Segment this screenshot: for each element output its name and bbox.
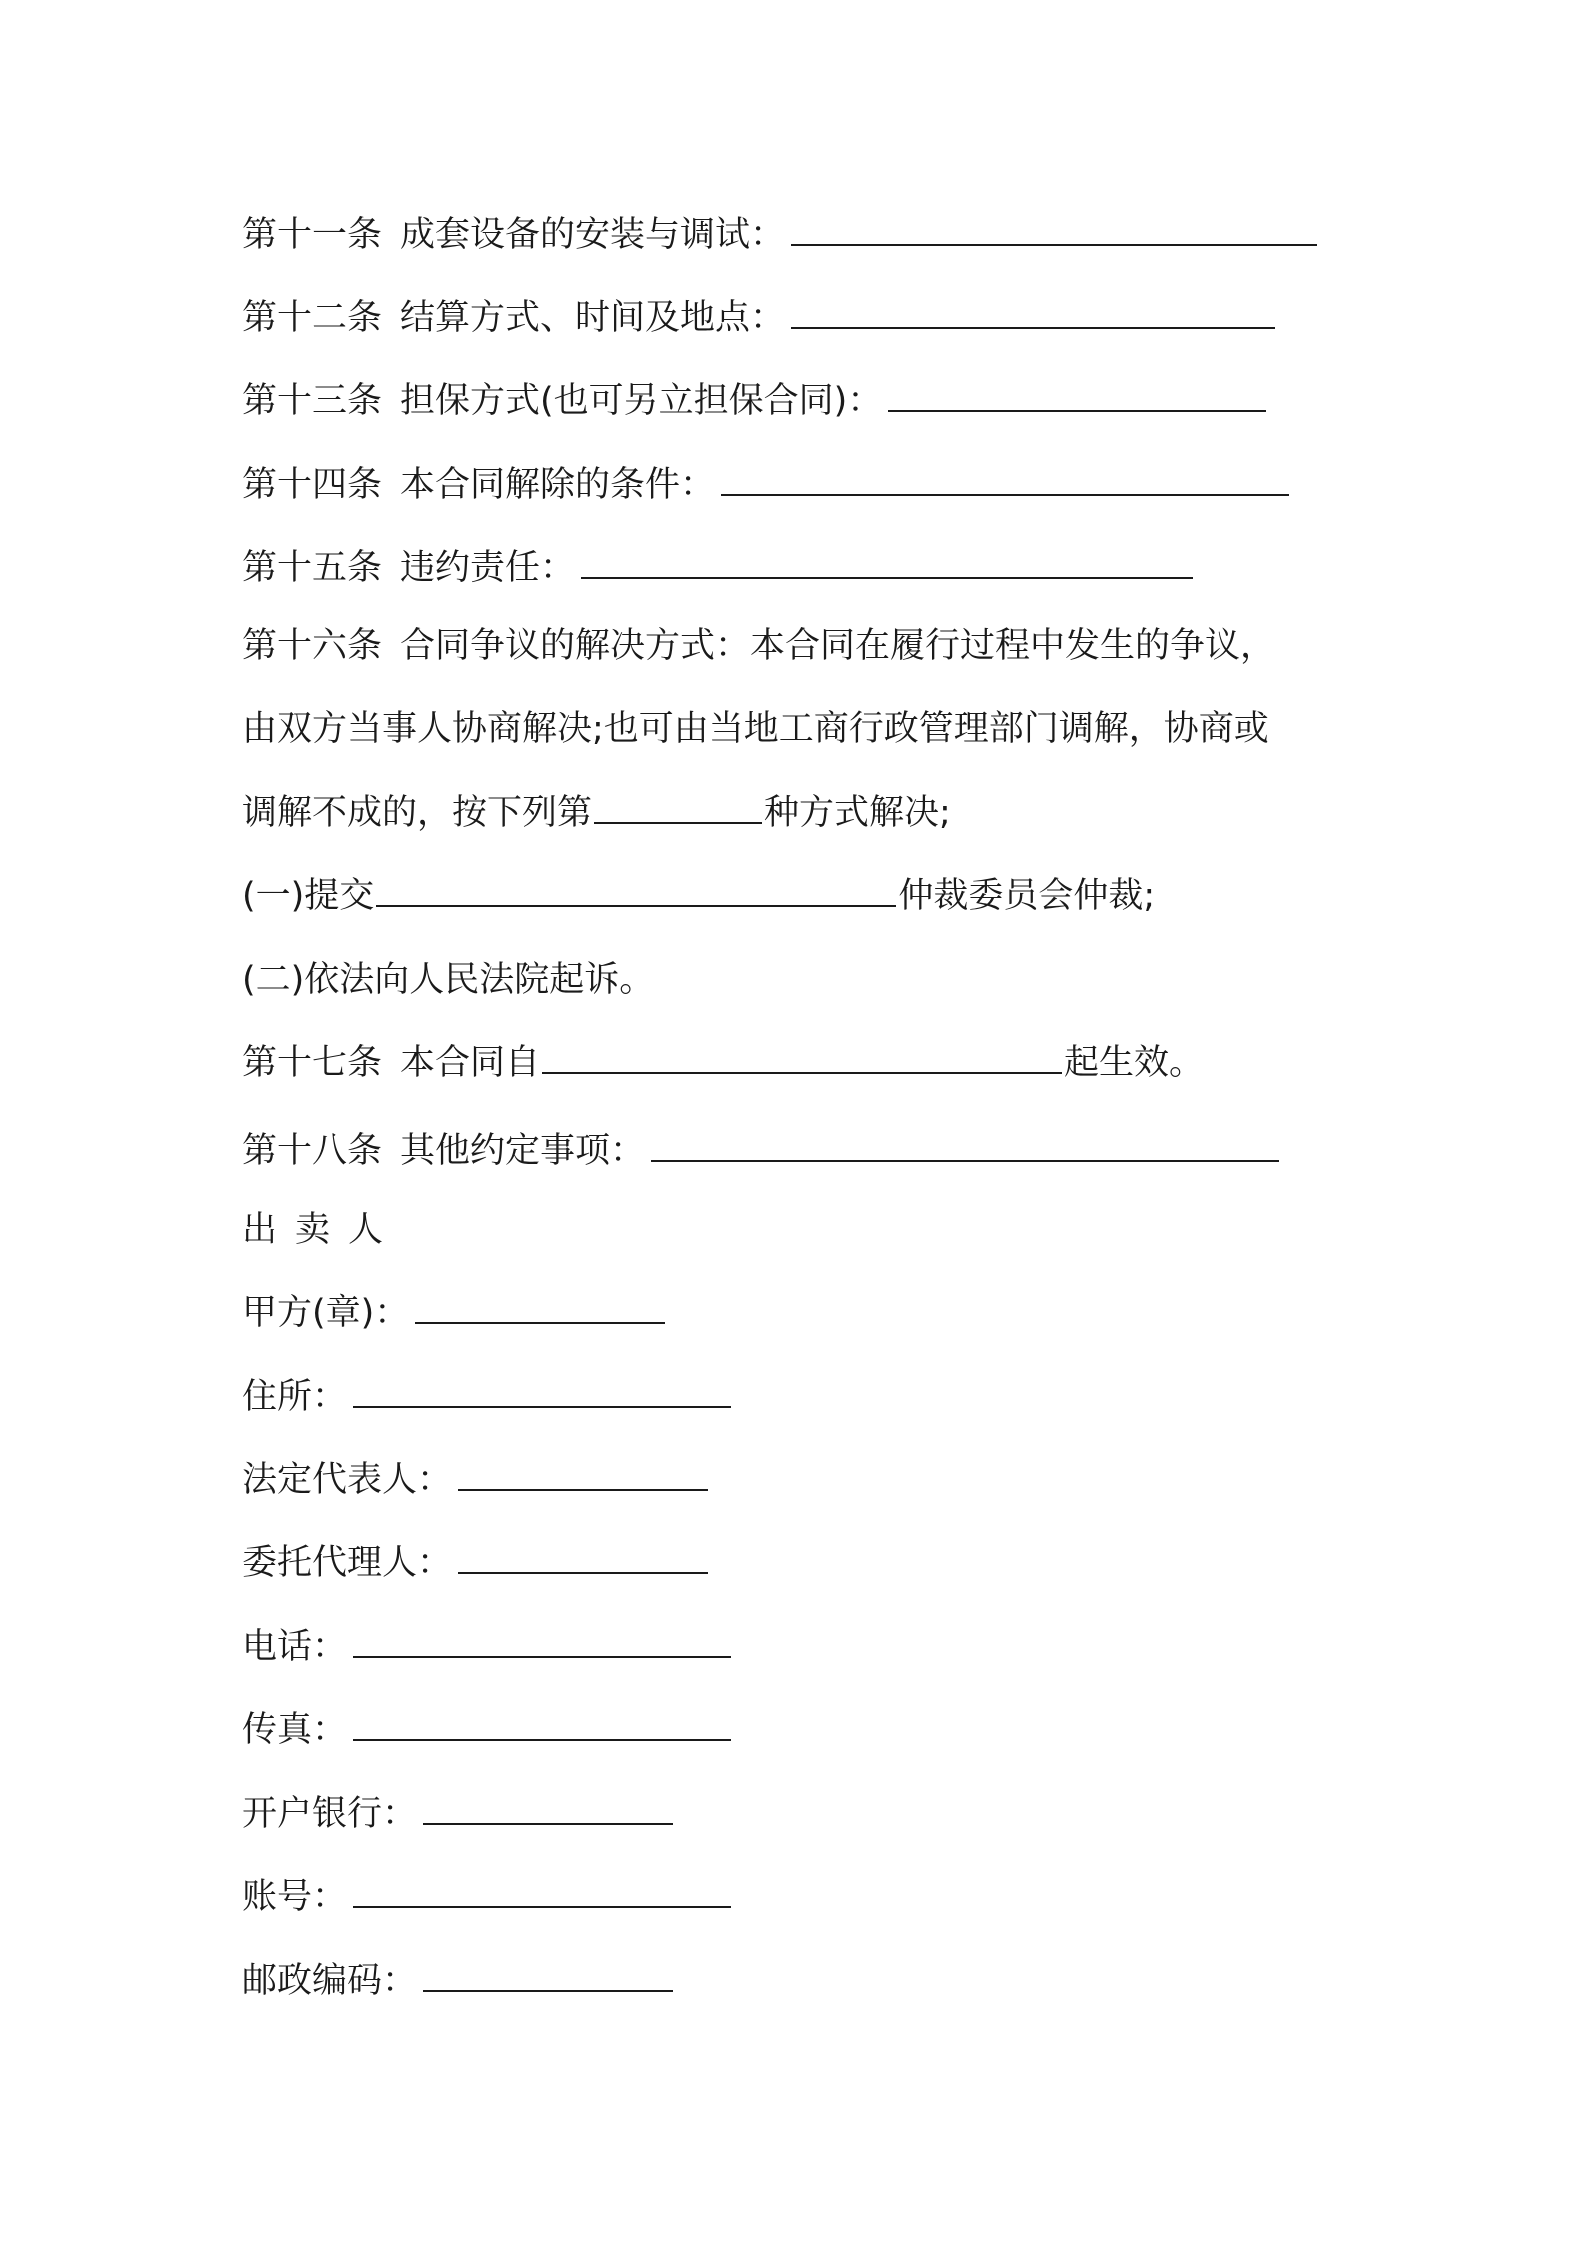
field-legal-representative xyxy=(242,1456,1382,1504)
article-15-line xyxy=(242,544,1382,592)
article-number: 第十一条 xyxy=(242,215,383,255)
article-17-line xyxy=(242,1039,1382,1087)
article-11-line xyxy=(242,211,1382,259)
article-number: 第十五条 xyxy=(242,548,383,588)
field-party-a-seal xyxy=(242,1289,1382,1337)
fill-in-blank[interactable] xyxy=(423,1960,673,1992)
option-court-line xyxy=(242,956,1382,1004)
field-fax xyxy=(242,1706,1382,1754)
article-text: 成套设备的安装与调试： xyxy=(400,215,786,255)
fill-in-blank[interactable] xyxy=(353,1709,731,1741)
article-number: 第十六条 xyxy=(242,626,383,666)
fill-in-blank[interactable] xyxy=(376,875,896,907)
field-label: 委托代理人： xyxy=(242,1543,453,1583)
article-text: 本合同解除的条件： xyxy=(400,465,716,505)
article-number: 第十二条 xyxy=(242,298,383,338)
field-label: 住所： xyxy=(242,1377,348,1417)
fill-in-blank[interactable] xyxy=(415,1292,665,1324)
field-label: 传真： xyxy=(242,1710,348,1750)
field-label: 法定代表人： xyxy=(242,1460,453,1500)
field-label: 甲方(章)： xyxy=(242,1293,410,1333)
article-12-line xyxy=(242,294,1382,342)
article-text: 由双方当事人协商解决;也可由当地工商行政管理部门调解，协商或 xyxy=(242,709,1269,749)
field-authorized-agent xyxy=(242,1539,1382,1587)
option-text: (二)依法向人民法院起诉。 xyxy=(242,960,655,1000)
fill-in-blank[interactable] xyxy=(581,547,1193,579)
fill-in-blank[interactable] xyxy=(353,1376,731,1408)
article-16-continuation xyxy=(242,705,1382,753)
article-18-line xyxy=(242,1127,1382,1175)
fill-in-blank[interactable] xyxy=(353,1626,731,1658)
field-label: 电话： xyxy=(242,1627,348,1667)
option-text-before: (一)提交 xyxy=(242,876,375,916)
article-text: 其他约定事项： xyxy=(400,1131,646,1171)
fill-in-blank[interactable] xyxy=(353,1876,731,1908)
field-address xyxy=(242,1373,1382,1421)
article-14-line xyxy=(242,461,1382,509)
fill-in-blank[interactable] xyxy=(791,214,1317,246)
field-account-number xyxy=(242,1873,1382,1921)
fill-in-blank[interactable] xyxy=(721,464,1289,496)
article-text-after: 起生效。 xyxy=(1064,1043,1205,1083)
party-heading: 出卖人 xyxy=(242,1210,402,1250)
article-text-before: 本合同自 xyxy=(400,1043,541,1083)
fill-in-blank[interactable] xyxy=(651,1130,1279,1162)
article-13-line xyxy=(242,377,1382,425)
fill-in-blank[interactable] xyxy=(458,1459,708,1491)
fill-in-blank[interactable] xyxy=(423,1793,673,1825)
article-text-after: 种方式解决; xyxy=(764,793,951,833)
article-16-choice-line xyxy=(242,789,1382,837)
article-text: 违约责任： xyxy=(400,548,576,588)
article-number: 第十七条 xyxy=(242,1043,383,1083)
fill-in-blank[interactable] xyxy=(542,1042,1062,1074)
fill-in-blank[interactable] xyxy=(594,792,762,824)
field-label: 账号： xyxy=(242,1877,348,1917)
article-number: 第十四条 xyxy=(242,465,383,505)
field-label: 开户银行： xyxy=(242,1794,418,1834)
fill-in-blank[interactable] xyxy=(791,297,1275,329)
article-text: 担保方式(也可另立担保合同)： xyxy=(400,381,883,421)
fill-in-blank[interactable] xyxy=(458,1542,708,1574)
article-number: 第十八条 xyxy=(242,1131,383,1171)
field-postal-code xyxy=(242,1957,1382,2005)
field-bank xyxy=(242,1790,1382,1838)
article-text: 结算方式、时间及地点： xyxy=(400,298,786,338)
article-number: 第十三条 xyxy=(242,381,383,421)
option-text-after: 仲裁委员会仲裁; xyxy=(898,876,1156,916)
article-16-line xyxy=(242,622,1382,670)
article-text: 合同争议的解决方式：本合同在履行过程中发生的争议， xyxy=(400,626,1276,666)
field-label: 邮政编码： xyxy=(242,1961,418,2001)
option-arbitration-line xyxy=(242,872,1382,920)
field-phone xyxy=(242,1623,1382,1671)
article-text-before: 调解不成的，按下列第 xyxy=(242,793,593,833)
fill-in-blank[interactable] xyxy=(888,380,1266,412)
